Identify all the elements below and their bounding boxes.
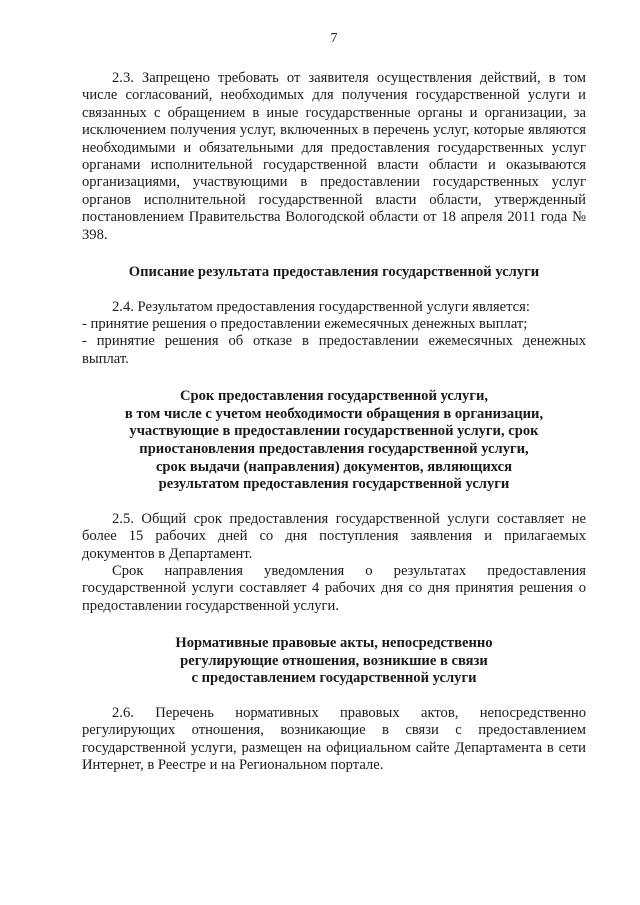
paragraph-2-5-notification-term: Срок направления уведомления о результатах предоставления государственной услуги составляет 4 рабочих дня со дня принятия решения о предоставлении государственной услуги. [82,563,586,614]
heading-service-term-line: участвующие в предоставлении государственной услуги, срок [129,423,539,440]
heading-service-term-line: в том числе с учетом необходимости обращения в организации, [124,405,544,422]
document-page [82,30,586,775]
heading-regulatory-acts-line: регулирующие отношения, возникшие в связи [180,652,488,669]
heading-result-description: Описание результата предоставления государственной услуги [128,264,540,281]
heading-regulatory-acts [82,635,586,688]
heading-service-term-line: результатом предоставления государственной услуги [158,476,510,493]
paragraph-2-3: 2.3. Запрещено требовать от заявителя осуществления действий, в том числе согласований, необходимых для получения государственной услуги и связанных с обращением в иные государственные органы и организации, за исключением получения услуг, включенных в перечень услуг, которые являются необходимыми и обязательными для предоставления государственных услуг органами исполнительной государственной власти области и оказываются организациями, участвующими в предоставлении государственных услуг органов исполнительной государственной власти области, утвержденный постановлением Правительства Вологодской области от 18 апреля 2011 года № 398. [82,70,586,243]
heading-regulatory-acts-line: с предоставлением государственной услуги [191,670,477,687]
page-number: 7 [330,31,338,46]
paragraph-2-5-general-term: 2.5. Общий срок предоставления государственной услуги составляет не более 15 рабочих дней со дня поступления заявления и прилагаемых документов в Департамент. [82,510,586,562]
list-item-decision-grant: - принятие решения о предоставлении ежемесячных денежных выплат; [82,316,528,333]
heading-service-term [82,388,586,494]
heading-service-term-line: срок выдачи (направления) документов, являющихся [155,458,513,475]
list-item-decision-refusal: - принятие решения об отказе в предоставлении ежемесячных денежных выплат. [82,333,586,367]
paragraph-2-4-intro: 2.4. Результатом предоставления государственной услуги является: [112,298,530,315]
paragraph-2-6: 2.6. Перечень нормативных правовых актов, непосредственно регулирующих отношения, возникающие в связи с предоставлением государственной услуги, размещен на официальном сайте Департамента в сети Интернет, в Реестре и на Региональном портале. [82,705,586,774]
heading-service-term-line: приостановления предоставления государственной услуги, [139,441,529,458]
heading-regulatory-acts-line: Нормативные правовые акты, непосредственно [175,635,493,652]
heading-service-term-line: Срок предоставления государственной услуги, [179,388,489,405]
